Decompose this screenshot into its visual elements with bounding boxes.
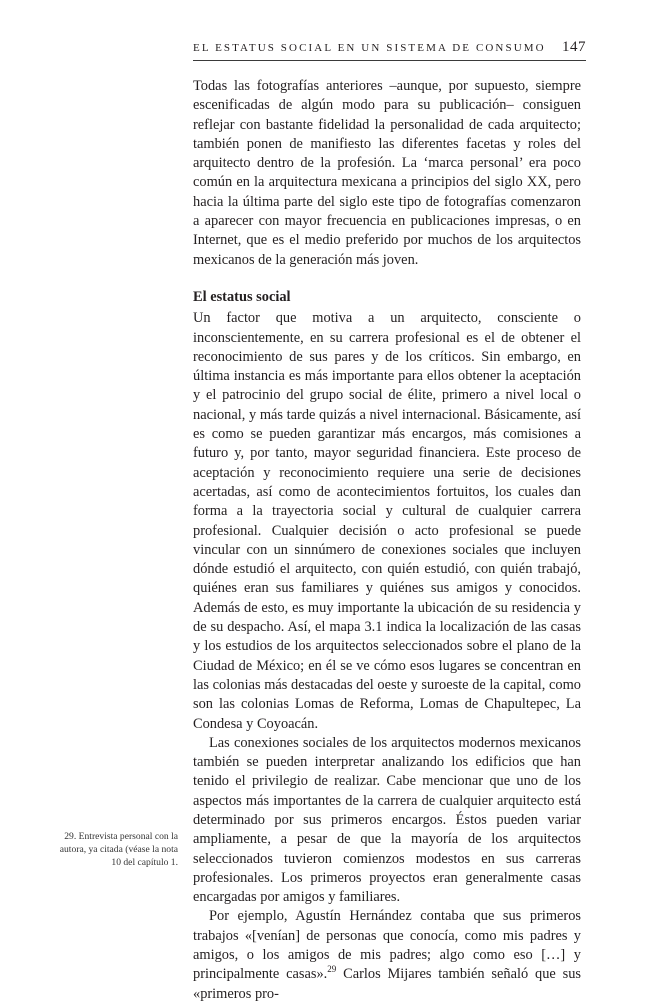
paragraph xyxy=(193,907,581,1003)
body-text xyxy=(193,77,581,1004)
page-number: 147 xyxy=(562,39,586,55)
section-heading: El estatus social xyxy=(193,288,291,305)
paragraph: Un factor que motiva a un arquitecto, consciente o inconscientemente, en su carrera profesional es el de obtener el reconocimiento de sus pares y de los críticos. Sin embargo, en última instancia es más importante para ellos obtener la aceptación y el patrocinio del grupo social de élite, primero a nivel local o nacional, y más tarde quizás a nivel internacional. Básicamente, así es como se pueden garantizar más encargos, más comisiones a futuro y, por tanto, mayor seguridad financiera. Este proceso de aceptación y reconocimiento requiere una serie de decisiones acertadas, así como de acontecimientos fortuitos, los cuales dan forma a la trayectoria social y cultural de cualquier carrera profesional. Cualquier decisión o acto profesional se puede vincular con un sinnúmero de conexiones sociales que incluyen dónde estudió el arquitecto, con quién estudió, con quién trabajó, quiénes eran sus familiares y quiénes sus amigos y conocidos. Además de esto, es muy importante la ubicación de su residencia y de su despacho. Así, el mapa 3.1 indica la localización de las casas y los estudios de los arquitectos seleccionados sobre el plano de la Ciudad de México; en él se ve cómo esos lugares se concentran en las colonias más destacadas del oeste y suroeste de la capital, como son las colonias Lomas de Reforma, Lomas de Chapultepec, La Condesa y Coyoacán. xyxy=(193,310,581,732)
paragraph-text: Carlos Mijares también señaló que sus «primeros pro- xyxy=(193,966,581,1002)
paragraph: Todas las fotografías anteriores –aunque, por supuesto, siempre escenificadas de algún modo para su publicación– consiguen reflejar con bastante fidelidad la personalidad de cada arquitecto; también ponen de manifiesto las diferentes facetas y roles del arquitecto dentro de la profesión. La ‘marca personal’ era poco común en la arquitectura mexicana a principios del siglo XX, pero hacia la última parte del siglo este tipo de fotografías comenzaron a aparecer con mayor frecuencia en publicaciones impresas, o en Internet, que es el medio preferido por muchos de los arquitectos mexicanos de la generación más joven. xyxy=(193,78,581,268)
running-title: EL ESTATUS SOCIAL EN UN SISTEMA DE CONSUMO xyxy=(193,42,546,54)
running-head xyxy=(193,40,586,61)
footnote-reference: 29 xyxy=(327,964,337,975)
sidenote: 29. Entrevista personal con la autora, ya citada (véase la nota 10 del capítulo 1. xyxy=(59,831,178,868)
paragraph-text: Por ejemplo, Agustín Hernández contaba que sus primeros trabajos «[venían] de personas que conocía, como mis padres y amigos, o los amigos de mis padres; algo como eso […] y principalmente casas». xyxy=(193,908,581,983)
paragraph: Las conexiones sociales de los arquitectos modernos mexicanos también se pueden interpretar analizando los edificios que han tenido el privilegio de realizar. Cabe mencionar que uno de los aspectos más importantes de la carrera de cualquier arquitecto está determinado por sus primeros encargos. Éstos pueden variar ampliamente, a pesar de que la mayoría de los arquitectos seleccionados tuvieron comienzos modestos en sus carreras profesionales. Los primeros proyectos eran generalmente casas encargadas por amigos y familiares. xyxy=(193,734,581,906)
